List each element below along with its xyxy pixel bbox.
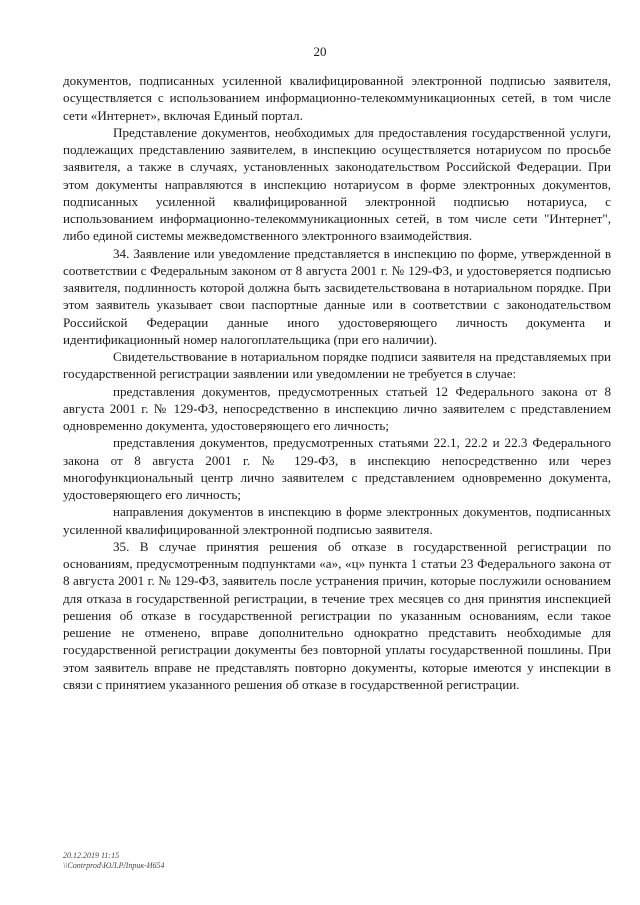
page-number: 20 <box>313 44 327 59</box>
footer-file-path: \\Contrprod\ЮЛ.РЛприк-И654 <box>63 861 165 870</box>
paragraph-item-34: 34. Заявление или уведомление представляется в инспекцию по форме, утвержденной в соответствии с Федеральным законом от 8 августа 2001 г. № 129-ФЗ, и удостоверяется подписью заявителя, подлинность которой должна быть засвидетельствована в нотариальном порядке. При этом заявитель указывает свои паспортные данные или в соответствии с законодательством Российской Федерации данные иного удостоверяющего личность документа и идентификационный номер налогоплательщика (при его наличии). <box>63 245 611 347</box>
footer-stamp <box>63 851 165 871</box>
paragraph-exemption-case-2: представления документов, предусмотренных статьями 22.1, 22.2 и 22.3 Федерального закона от 8 августа 2001 г. № 129-ФЗ, в инспекцию непосредственно или через многофункциональный центр лично заявителем с представлением одновременно документа, удостоверяющего его личность; <box>63 435 611 502</box>
paragraph-continuation: документов, подписанных усиленной квалифицированной электронной подписью заявителя, осуществляется с использованием информационно-телекоммуникационных сетей, в том числе сети «Интернет», включая Единый портал. <box>63 73 611 123</box>
paragraph-item-35: 35. В случае принятия решения об отказе в государственной регистрации по основаниям, предусмотренным подпунктами «а», «ц» пункта 1 статьи 23 Федерального закона от 8 августа 2001 г. № 129-ФЗ, заявитель после устранения причин, которые послужили основанием для отказа в государственной регистрации, в течение трех месяцев со дня принятия инспекцией решения об отказе в государственной регистрации по указанным основаниям, если такое решение не отменено, вправе дополнительно однократно представить необходимые для государственной регистрации документы без повторной уплаты государственной пошлины. При этом заявитель вправе не представлять повторно документы, которые имеются у инспекции в связи с принятием указанного решения об отказе в государственной регистрации. <box>63 538 611 692</box>
footer-date: 20.12.2019 11:15 <box>63 851 120 860</box>
paragraph-exemption-case-1: представления документов, предусмотренных статьей 12 Федерального закона от 8 августа 2001 г. № 129-ФЗ, непосредственно в инспекцию лично заявителем с представлением одновременно документа, удостоверяющего его личность; <box>63 383 611 433</box>
body-text <box>63 72 611 693</box>
paragraph-notarization-exemption: Свидетельствование в нотариальном порядке подписи заявителя на представляемых при государственной регистрации заявлении или уведомлении не требуется в случае: <box>63 349 611 382</box>
paragraph-exemption-case-3: направления документов в инспекцию в форме электронных документов, подписанных усиленной квалифицированной электронной подписью заявителя. <box>63 504 611 537</box>
paragraph-notary-submission: Представление документов, необходимых для предоставления государственной услуги, подлежащих представлению заявителем, в инспекцию осуществляется нотариусом по просьбе заявителя, а также в случаях, установленных законодательством Российской Федерации. При этом документы направляются в инспекцию нотариусом в форме электронных документов, подписанных усиленной квалифицированной электронной подписью нотариуса, с использованием информационно-телекоммуникационных сетей, в том числе сети "Интернет", либо единой системы межведомственного электронного взаимодействия. <box>63 124 611 244</box>
